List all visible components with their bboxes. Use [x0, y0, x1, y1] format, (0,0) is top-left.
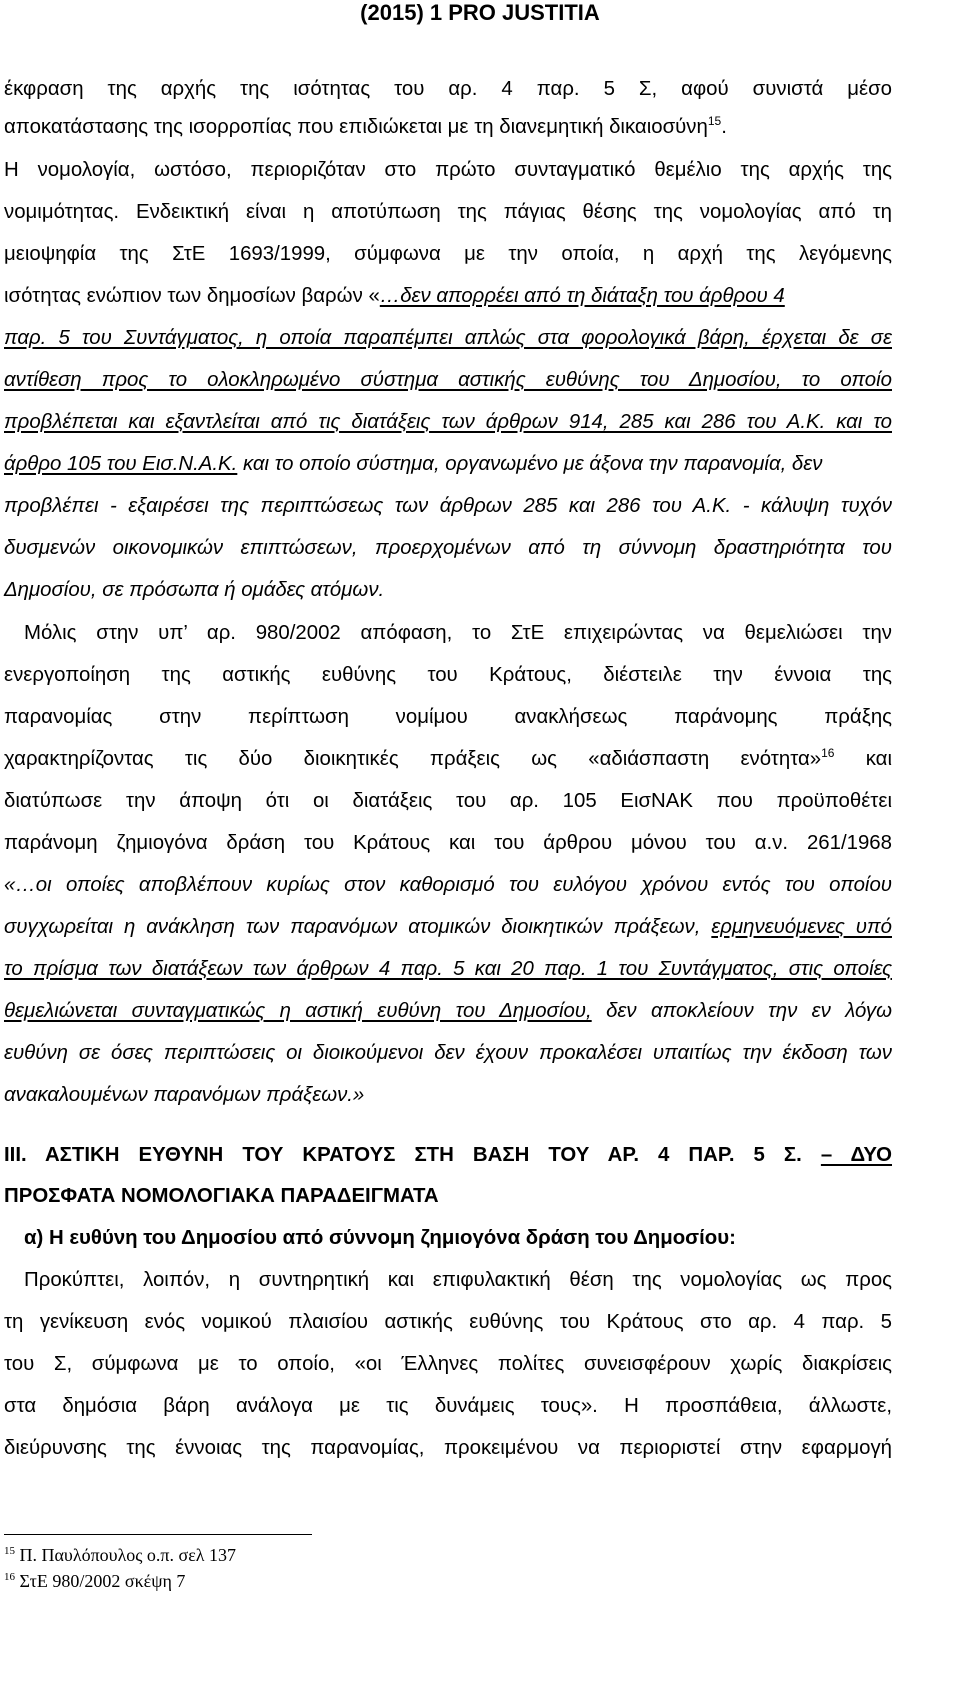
quoted-line: συγχωρείται η ανάκληση των παρανόμων ατομικών διοικητικών πράξεων, ερμηνευόμενες υπό [4, 916, 892, 938]
quoted-line: δυσμενών οικονομικών επιπτώσεων, προερχομένων από τη σύννομη δραστηριότητα του [4, 537, 892, 559]
text-line: παράνομη ζημιογόνα δράση του Κράτους και του άρθρου μόνου του α.ν. 261/1968 [4, 832, 892, 854]
text-line: ενεργοποίηση της αστικής ευθύνης του Κράτους, διέστειλε την έννοια της [4, 664, 892, 686]
running-header: (2015) 1 PRO JUSTITIA [360, 0, 600, 25]
text-line: του Σ, σύμφωνα με το οποίο, «οι Έλληνες πολίτες συνεισφέρουν χωρίς διακρίσεις [4, 1353, 892, 1375]
text-line: παρανομίας στην περίπτωση νομίμου ανακλήσεως παράνομης πράξης [4, 706, 892, 728]
quoted-line: αντίθεση προς το ολοκληρωμένο σύστημα αστικής ευθύνης του Δημοσίου, το οποίο [4, 369, 892, 391]
paragraph-start: Μόλις στην υπ’ αρ. 980/2002 απόφαση, το ΣτΕ επιχειρώντας να θεμελιώσει την [24, 622, 892, 644]
paragraph-start: Προκύπτει, λοιπόν, η συντηρητική και επιφυλακτική θέση της νομολογίας ως προς [24, 1269, 892, 1291]
quoted-line: προβλέπεται και εξαντλείται από τις διατάξεις των άρθρων 914, 285 και 286 του Α.Κ. και το [4, 411, 892, 433]
quoted-line: «…οι οποίες αποβλέπουν κυρίως στον καθορισμό του ευλόγου χρόνου εντός του οποίου [4, 874, 892, 896]
quoted-line: ευθύνη σε όσες περιπτώσεις οι διοικούμενοι δεν έχουν προκαλέσει υπαιτίως την έκδοση των [4, 1042, 892, 1064]
footnote-16: $^{16}$ ΣτΕ 980/2002 σκέψη 7 [4, 1571, 186, 1591]
text-line: χαρακτηρίζοντας τις δύο διοικητικές πράξεις ως «αδιάσπαστη ενότητα»$^{16}$ και [4, 746, 892, 770]
text-line: νομιμότητας. Ενδεικτική είναι η αποτύπωση της πάγιας θέσης της νομολογίας από τη [4, 201, 892, 223]
footnote-separator [4, 1534, 312, 1535]
subsection-heading: α) Η ευθύνη του Δημοσίου από σύννομη ζημιογόνα δράση του Δημοσίου: [24, 1227, 736, 1249]
quoted-line: ανακαλουμένων παρανόμων πράξεων.» [4, 1084, 365, 1106]
text-line: στα δημόσια βάρη ανάλογα με τις δυνάμεις τους». Η προσπάθεια, άλλωστε, [4, 1395, 892, 1417]
quoted-line: παρ. 5 του Συντάγματος, η οποία παραπέμπει απλώς στα φορολογικά βάρη, έρχεται δε σε [4, 327, 892, 349]
quoted-line: άρθρο 105 του Εισ.Ν.Α.Κ. και το οποίο σύστημα, οργανωμένο με άξονα την παρανομία, δεν [4, 453, 823, 475]
quoted-line: προβλέπει - εξαιρέσει της περιπτώσεως των άρθρων 285 και 286 του Α.Κ. - κάλυψη τυχόν [4, 495, 892, 517]
text-line: διατύπωσε την άποψη ότι οι διατάξεις του αρ. 105 ΕισΝΑΚ που προϋποθέτει [4, 790, 892, 812]
text-line: Η νομολογία, ωστόσο, περιοριζόταν στο πρώτο συνταγματικό θεμέλιο της αρχής της [4, 159, 892, 181]
text-line: αποκατάστασης της ισορροπίας που επιδιώκεται με τη διανεμητική δικαιοσύνη$^{15}$. [4, 114, 727, 138]
text-line: τη γενίκευση ενός νομικού πλαισίου αστικής ευθύνης του Κράτους στο αρ. 4 παρ. 5 [4, 1311, 892, 1333]
text-line: μειοψηφία της ΣτΕ 1693/1999, σύμφωνα με την οποία, η αρχή της λεγόμενης [4, 243, 892, 265]
quoted-line: το πρίσμα των διατάξεων των άρθρων 4 παρ. 5 και 20 παρ. 1 του Συντάγματος, στις οποίες [4, 958, 892, 980]
text-line: ισότητας ενώπιον των δημοσίων βαρών «…δεν απορρέει από τη διάταξη του άρθρου 4 [4, 285, 785, 307]
footnote-ref-15[interactable]: 15 [707, 114, 722, 129]
section-heading: ΠΡΟΣΦΑΤΑ ΝΟΜΟΛΟΓΙΑΚΑ ΠΑΡΑΔΕΙΓΜΑΤΑ [4, 1185, 439, 1207]
text-line: διεύρυνσης της έννοιας της παρανομίας, προκειμένου να περιοριστεί στην εφαρμογή [4, 1437, 892, 1459]
text-line: έκφραση της αρχής της ισότητας του αρ. 4 παρ. 5 Σ, αφού συνιστά μέσο [4, 78, 892, 100]
quoted-line: θεμελιώνεται συνταγματικώς η αστική ευθύνη του Δημοσίου, δεν αποκλείουν την εν λόγω [4, 1000, 892, 1022]
quoted-line: Δημοσίου, σε πρόσωπα ή ομάδες ατόμων. [4, 579, 385, 601]
section-heading: ΙΙΙ. ΑΣΤΙΚΗ ΕΥΘΥΝΗ ΤΟΥ ΚΡΑΤΟΥΣ ΣΤΗ ΒΑΣΗ ΤΟΥ ΑΡ. 4 ΠΑΡ. 5 Σ. – ΔΥΟ [4, 1144, 892, 1166]
footnote-15: $^{15}$ Π. Παυλόπουλος ο.π. σελ 137 [4, 1545, 237, 1565]
footnote-ref-16[interactable]: 16 [821, 746, 835, 761]
